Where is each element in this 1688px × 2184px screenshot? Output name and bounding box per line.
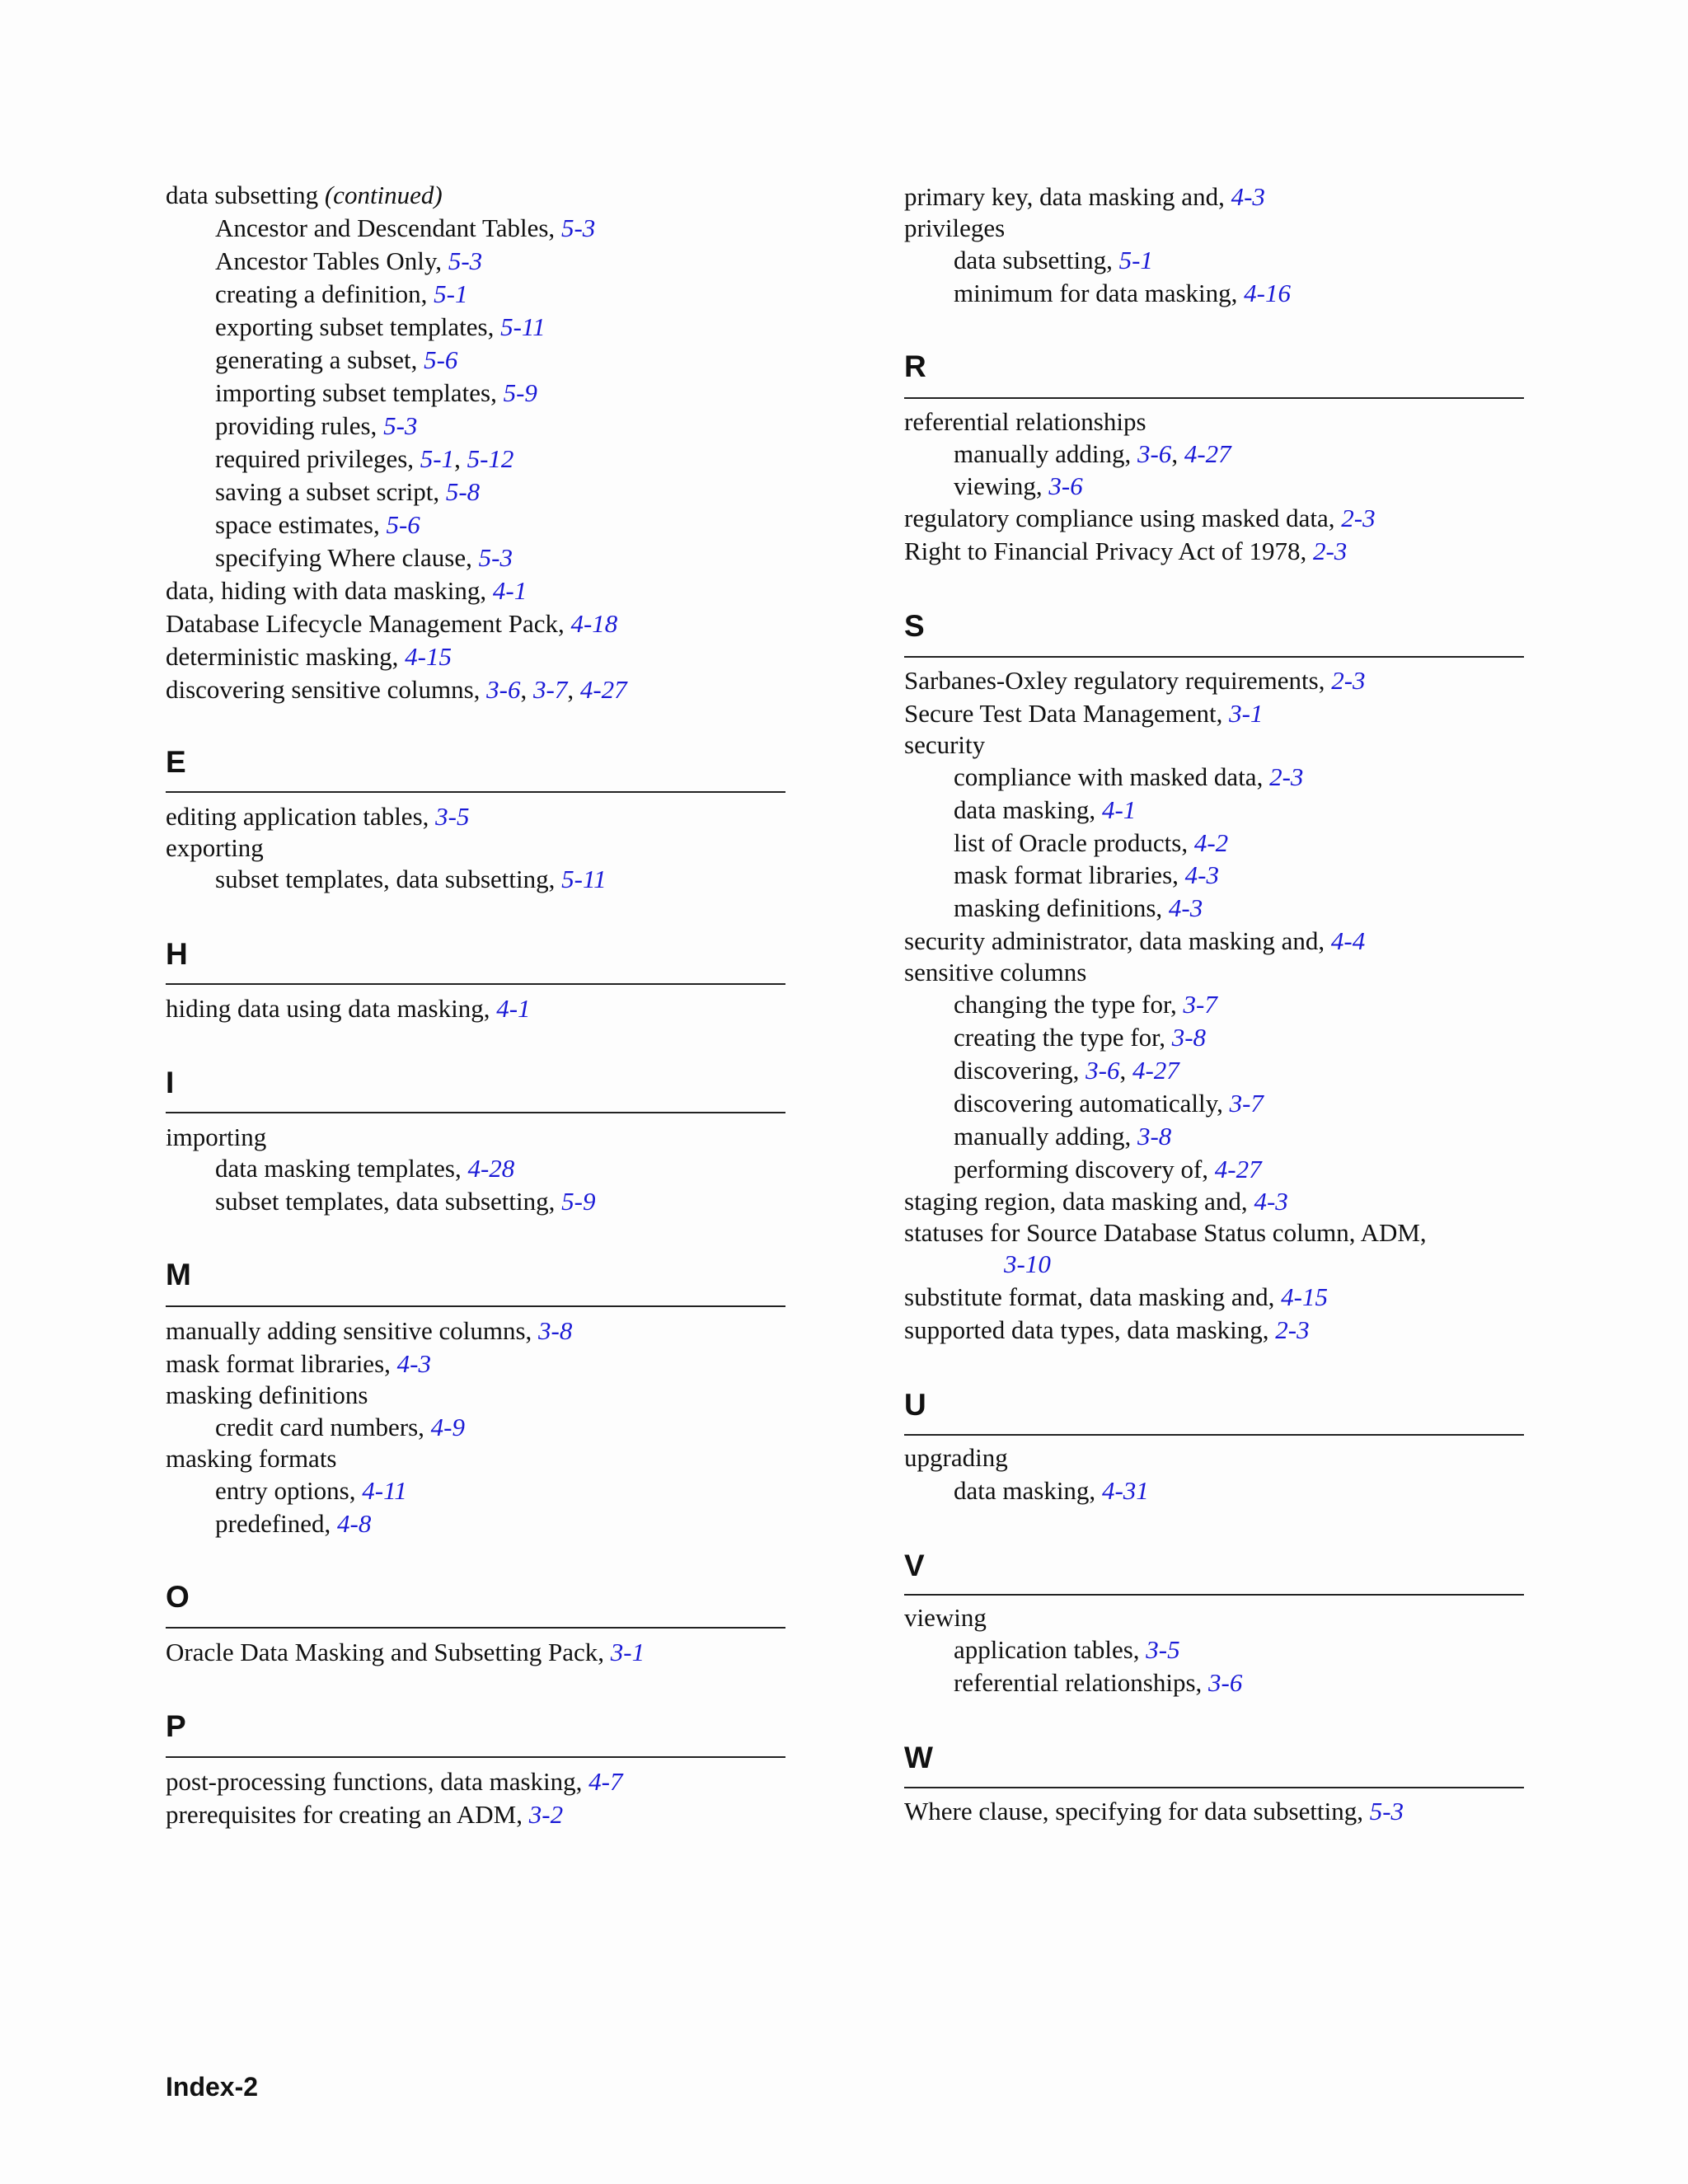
page-ref-link[interactable]: 4-16 bbox=[1244, 279, 1291, 307]
index-subentry: manually adding, 3-6, 4-27 bbox=[954, 439, 1231, 468]
page-ref-link[interactable]: 3-8 bbox=[1171, 1023, 1207, 1052]
page-ref-link[interactable]: 4-8 bbox=[337, 1509, 372, 1538]
index-entry: substitute format, data masking and, 4-15 bbox=[904, 1282, 1328, 1311]
index-entry: supported data types, data masking, 2-3 bbox=[904, 1315, 1310, 1344]
index-subentry: performing discovery of, 4-27 bbox=[954, 1155, 1262, 1183]
page-ref-link[interactable]: 4-27 bbox=[1132, 1056, 1179, 1085]
index-subentry: data subsetting, 5-1 bbox=[954, 246, 1153, 274]
page-ref-link[interactable]: 4-11 bbox=[362, 1476, 407, 1505]
entry-term: data subsetting bbox=[166, 180, 319, 209]
page-ref-link[interactable]: 3-6 bbox=[1048, 471, 1083, 500]
page-ref-link[interactable]: 4-3 bbox=[1231, 182, 1265, 211]
index-entry: Oracle Data Masking and Subsetting Pack, 3-1 bbox=[166, 1638, 645, 1666]
page-ref-link[interactable]: 4-1 bbox=[1101, 795, 1137, 824]
index-subentry: specifying Where clause, 5-3 bbox=[215, 543, 513, 572]
section-rule bbox=[166, 1305, 785, 1307]
page-ref-link[interactable]: 5-12 bbox=[467, 444, 514, 473]
index-subentry: discovering, 3-6, 4-27 bbox=[954, 1056, 1179, 1085]
index-subentry: viewing, 3-6 bbox=[954, 471, 1083, 500]
index-subentry: masking definitions, 4-3 bbox=[954, 893, 1203, 922]
index-subentry: creating a definition, 5-1 bbox=[215, 279, 468, 308]
page-ref-link[interactable]: 4-1 bbox=[496, 994, 531, 1023]
index-entry: hiding data using data masking, 4-1 bbox=[166, 994, 531, 1023]
index-entry: exporting bbox=[166, 833, 264, 862]
index-entry: prerequisites for creating an ADM, 3-2 bbox=[166, 1800, 564, 1829]
page-ref-link[interactable]: 4-15 bbox=[1281, 1282, 1328, 1311]
index-subentry: creating the type for, 3-8 bbox=[954, 1023, 1207, 1052]
index-subentry: subset templates, data subsetting, 5-11 bbox=[215, 865, 607, 893]
index-entry: importing bbox=[166, 1122, 267, 1151]
section-rule bbox=[904, 1434, 1524, 1436]
section-letter-h: H bbox=[166, 937, 188, 971]
page-ref-link[interactable]: 5-3 bbox=[1369, 1797, 1404, 1825]
index-entry: deterministic masking, 4-15 bbox=[166, 642, 452, 671]
index-subentry: providing rules, 5-3 bbox=[215, 411, 418, 440]
page-ref-link[interactable]: 4-27 bbox=[1184, 439, 1231, 468]
index-entry: discovering sensitive columns, 3-6, 3-7, 4-27 bbox=[166, 675, 627, 704]
section-rule bbox=[904, 1594, 1524, 1596]
page-ref-link[interactable]: 3-7 bbox=[1229, 1089, 1264, 1118]
index-entry: Right to Financial Privacy Act of 1978, 2-3 bbox=[904, 537, 1348, 565]
index-entry: manually adding sensitive columns, 3-8 bbox=[166, 1316, 573, 1345]
index-entry: Database Lifecycle Management Pack, 4-18 bbox=[166, 609, 618, 638]
page-ref-link[interactable]: 4-7 bbox=[588, 1767, 623, 1796]
index-subentry: application tables, 3-5 bbox=[954, 1635, 1180, 1664]
index-entry: Secure Test Data Management, 3-1 bbox=[904, 699, 1264, 728]
index-subentry: discovering automatically, 3-7 bbox=[954, 1089, 1264, 1118]
page-ref-link[interactable]: 2-3 bbox=[1312, 537, 1348, 565]
index-subentry: required privileges, 5-1, 5-12 bbox=[215, 444, 514, 473]
page-ref-link[interactable]: 3-8 bbox=[1137, 1122, 1172, 1151]
index-entry: Sarbanes-Oxley regulatory requirements, 2-3 bbox=[904, 666, 1366, 695]
page-ref-link[interactable]: 2-3 bbox=[1269, 762, 1304, 791]
section-letter-o: O bbox=[166, 1580, 190, 1614]
page-ref-link[interactable]: 4-28 bbox=[467, 1154, 515, 1183]
section-letter-m: M bbox=[166, 1258, 191, 1291]
page-ref-link[interactable]: 3-6 bbox=[1137, 439, 1172, 468]
page-ref-link[interactable]: 3-5 bbox=[435, 802, 470, 831]
section-letter-i: I bbox=[166, 1066, 175, 1099]
page-ref-link[interactable]: 5-6 bbox=[424, 345, 458, 374]
page-ref-link[interactable]: 5-11 bbox=[561, 865, 607, 893]
index-subentry: minimum for data masking, 4-16 bbox=[954, 279, 1291, 307]
page-ref-link[interactable]: 4-27 bbox=[1214, 1155, 1262, 1183]
index-subentry: entry options, 4-11 bbox=[215, 1476, 407, 1505]
index-entry: post-processing functions, data masking, 4-7 bbox=[166, 1767, 623, 1796]
page-ref-link[interactable]: 4-2 bbox=[1193, 828, 1229, 857]
page-ref-link[interactable]: 3-1 bbox=[610, 1638, 645, 1666]
index-subentry: mask format libraries, 4-3 bbox=[954, 860, 1219, 889]
index-subentry: credit card numbers, 4-9 bbox=[215, 1413, 465, 1441]
page-ref-link[interactable]: 3-8 bbox=[538, 1316, 573, 1345]
index-entry: security administrator, data masking and, 4-4 bbox=[904, 926, 1366, 955]
section-rule bbox=[904, 397, 1524, 399]
page-footer-number: Index-2 bbox=[166, 2072, 259, 2102]
index-subentry: Ancestor Tables Only, 5-3 bbox=[215, 246, 483, 275]
index-entry: editing application tables, 3-5 bbox=[166, 802, 470, 831]
index-entry: masking definitions bbox=[166, 1380, 368, 1409]
index-entry: security bbox=[904, 730, 986, 759]
index-entry: upgrading bbox=[904, 1443, 1008, 1472]
index-entry: sensitive columns bbox=[904, 958, 1087, 987]
index-subentry: data masking, 4-31 bbox=[954, 1476, 1149, 1505]
index-entry bbox=[166, 179, 443, 212]
section-letter-r: R bbox=[904, 349, 926, 383]
section-letter-v: V bbox=[904, 1549, 925, 1582]
index-entry: Where clause, specifying for data subsetting, 5-3 bbox=[904, 1797, 1404, 1825]
index-subentry: exporting subset templates, 5-11 bbox=[215, 312, 546, 341]
page-ref-link[interactable]: 5-1 bbox=[1118, 246, 1153, 274]
section-rule bbox=[166, 1627, 785, 1629]
page-ref-link[interactable]: 4-3 bbox=[1168, 893, 1203, 922]
index-subentry: changing the type for, 3-7 bbox=[954, 990, 1217, 1019]
index-subentry: manually adding, 3-8 bbox=[954, 1122, 1172, 1151]
index-entry: viewing bbox=[904, 1603, 987, 1632]
page-ref-link[interactable]: 5-8 bbox=[445, 477, 481, 506]
index-subentry: predefined, 4-8 bbox=[215, 1509, 372, 1538]
page-ref-link[interactable]: 5-3 bbox=[560, 213, 596, 242]
page-ref-link[interactable]: 2-3 bbox=[1275, 1315, 1310, 1344]
section-rule bbox=[166, 1756, 785, 1758]
page-ref-link[interactable]: 3-10 bbox=[1004, 1249, 1051, 1278]
section-letter-w: W bbox=[904, 1741, 933, 1774]
index-entry: referential relationships bbox=[904, 407, 1146, 436]
page-ref-link[interactable]: 4-15 bbox=[405, 642, 452, 671]
page-ref-link[interactable]: 3-2 bbox=[528, 1800, 564, 1829]
index-subentry: subset templates, data subsetting, 5-9 bbox=[215, 1187, 596, 1216]
page-ref-link[interactable]: 3-7 bbox=[1183, 990, 1217, 1019]
section-rule bbox=[904, 656, 1524, 658]
index-subentry: importing subset templates, 5-9 bbox=[215, 378, 537, 407]
page-ref-link[interactable]: 5-1 bbox=[434, 279, 468, 308]
page-ref-link[interactable]: 5-9 bbox=[561, 1187, 596, 1216]
page-ref-link[interactable]: 4-3 bbox=[1184, 860, 1219, 889]
page-ref-link[interactable]: 5-3 bbox=[383, 411, 418, 440]
page-ref-link[interactable]: 2-3 bbox=[1331, 666, 1366, 695]
page-ref-link[interactable]: 5-3 bbox=[478, 543, 513, 572]
index-entry: statuses for Source Database Status column, ADM, bbox=[904, 1218, 1427, 1247]
page-ref-link[interactable]: 3-7 bbox=[533, 675, 568, 704]
continued-label: (continued) bbox=[324, 180, 443, 209]
index-entry: privileges bbox=[904, 213, 1006, 242]
page-ref-link[interactable]: 2-3 bbox=[1341, 504, 1376, 532]
index-subentry: referential relationships, 3-6 bbox=[954, 1668, 1243, 1697]
page-ref-link[interactable]: 5-9 bbox=[503, 378, 537, 407]
index-entry: regulatory compliance using masked data, 2-3 bbox=[904, 504, 1376, 532]
index-entry: masking formats bbox=[166, 1444, 337, 1473]
page-ref-link[interactable]: 5-1 bbox=[420, 444, 455, 473]
page-ref-link[interactable]: 3-6 bbox=[1208, 1668, 1243, 1697]
section-rule bbox=[166, 791, 785, 793]
page-ref-link[interactable]: 5-3 bbox=[448, 246, 483, 275]
page-ref-link[interactable]: 3-5 bbox=[1146, 1635, 1180, 1664]
section-rule bbox=[166, 1112, 785, 1113]
page-ref-link[interactable]: 4-27 bbox=[579, 675, 627, 704]
index-subentry: generating a subset, 5-6 bbox=[215, 345, 458, 374]
section-rule bbox=[166, 983, 785, 985]
page-ref-link[interactable]: 4-3 bbox=[396, 1349, 431, 1378]
section-letter-e: E bbox=[166, 745, 186, 779]
index-subentry: data masking templates, 4-28 bbox=[215, 1154, 515, 1183]
index-entry: staging region, data masking and, 4-3 bbox=[904, 1187, 1288, 1216]
index-subentry: saving a subset script, 5-8 bbox=[215, 477, 481, 506]
page-ref-link[interactable]: 5-6 bbox=[386, 510, 420, 539]
page-ref-link[interactable]: 3-1 bbox=[1229, 699, 1264, 728]
index-entry: primary key, data masking and, 4-3 bbox=[904, 182, 1265, 211]
section-letter-p: P bbox=[166, 1709, 186, 1743]
index-entry-continuation bbox=[1004, 1248, 1051, 1281]
index-entry: data, hiding with data masking, 4-1 bbox=[166, 576, 528, 605]
page-ref-link[interactable]: 4-18 bbox=[570, 609, 618, 638]
index-subentry: list of Oracle products, 4-2 bbox=[954, 828, 1229, 857]
index-subentry: space estimates, 5-6 bbox=[215, 510, 420, 539]
index-subentry: Ancestor and Descendant Tables, 5-3 bbox=[215, 213, 596, 242]
page-ref-link[interactable]: 4-9 bbox=[430, 1413, 465, 1441]
index-entry: mask format libraries, 4-3 bbox=[166, 1349, 431, 1378]
page-ref-link[interactable]: 3-6 bbox=[1085, 1056, 1120, 1085]
page-ref-link[interactable]: 3-6 bbox=[486, 675, 521, 704]
page-ref-link[interactable]: 4-4 bbox=[1330, 926, 1366, 955]
page-ref-link[interactable]: 4-1 bbox=[492, 576, 528, 605]
index-subentry: data masking, 4-1 bbox=[954, 795, 1137, 824]
section-rule bbox=[904, 1787, 1524, 1788]
section-letter-s: S bbox=[904, 609, 925, 643]
section-letter-u: U bbox=[904, 1388, 926, 1422]
page-ref-link[interactable]: 4-3 bbox=[1254, 1187, 1288, 1216]
index-subentry: compliance with masked data, 2-3 bbox=[954, 762, 1304, 791]
page-ref-link[interactable]: 5-11 bbox=[500, 312, 546, 341]
page-ref-link[interactable]: 4-31 bbox=[1101, 1476, 1149, 1505]
